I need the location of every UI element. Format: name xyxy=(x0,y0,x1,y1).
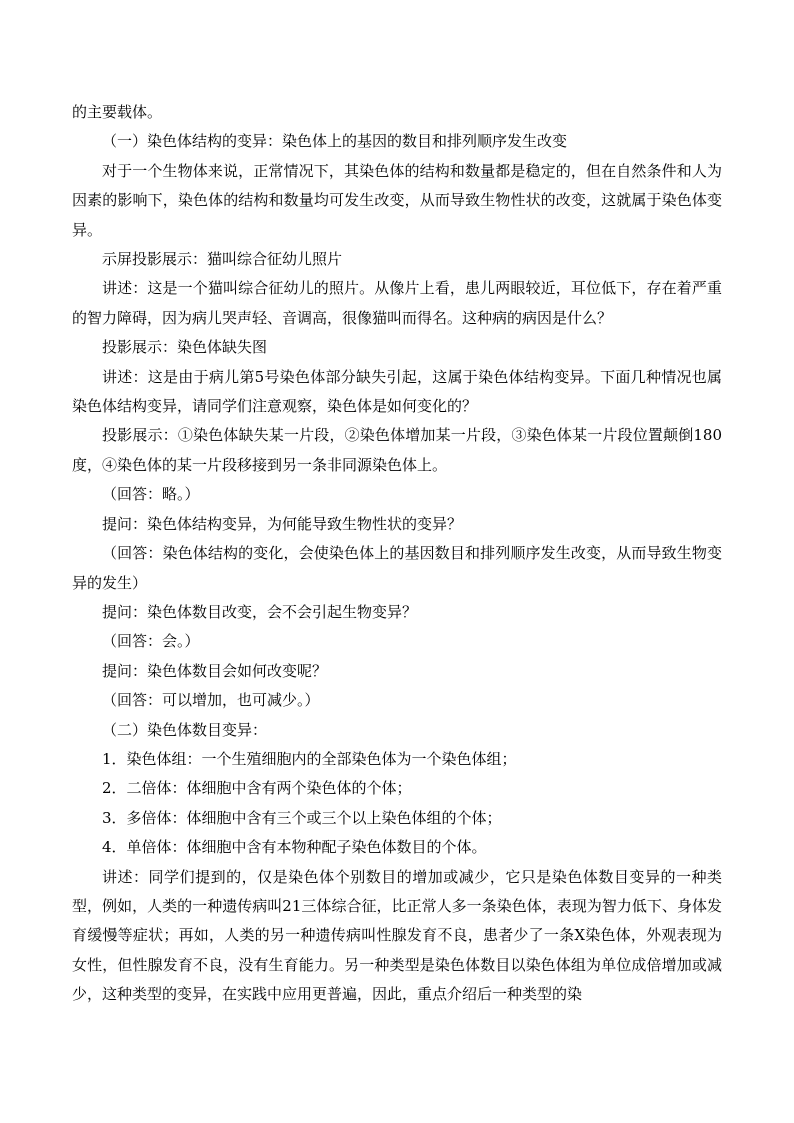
paragraph-answer-2: （回答：染色体结构的变化，会使染色体上的基因数目和排列顺序发生改变，从而导致生物变异的发生） xyxy=(72,544,722,592)
paragraph-question-1: 提问：染色体结构变异，为何能导致生物性状的变异？ xyxy=(102,514,463,533)
list-item-chromosome-set: 1．染色体组：一个生殖细胞内的全部染色体为一个染色体组； xyxy=(102,749,517,768)
paragraph-projection-photo: 示屏投影展示：猫叫综合征幼儿照片 xyxy=(102,250,343,269)
paragraph-narration-cat-cry: 讲述：这是一个猫叫综合征幼儿的照片。从像片上看，患儿两眼较近，耳位低下，存在着严重的智力障碍，因为病儿哭声轻、音调高，很像猫叫而得名。这种病的病因是什么？ xyxy=(72,279,722,327)
paragraph-narration-chromosome-5: 讲述：这是由于病儿第5号染色体部分缺失引起，这属于染色体结构变异。下面几种情况也属染色体结构变异，请同学们注意观察，染色体是如何变化的？ xyxy=(72,367,722,416)
list-item-polyploid: 3．多倍体：体细胞中含有三个或三个以上染色体组的个体； xyxy=(102,808,502,827)
paragraph-answer-3: （回答：会。） xyxy=(102,632,200,651)
paragraph-projection-deletion: 投影展示：染色体缺失图 xyxy=(102,338,268,357)
paragraph-question-3: 提问：染色体数目会如何改变呢？ xyxy=(102,661,328,680)
paragraph-narration-types: 讲述：同学们提到的，仅是染色体个别数目的增加或减少，它只是染色体数目变异的一种类型，例如，人类的一种遗传病叫21三体综合征，比正常人多一条染色体，表现为智力低下、身体发育缓慢等症状；再如，人类的另一种遗传病叫性腺发育不良，患者少了一条X染色体，外观表现为女性，但性腺发育不良，没有生育能力。另一种类型是染色体数目以染色体组为单位成倍增加或减少，这种类型的变异，在实践中应用更普遍，因此，重点介绍后一种类型的染 xyxy=(72,867,722,1004)
section-heading-structure-variation: （一）染色体结构的变异：染色体上的基因的数目和排列顺序发生改变 xyxy=(102,132,568,151)
paragraph-answer-4: （回答：可以增加，也可减少。） xyxy=(102,691,320,710)
paragraph-intro: 对于一个生物体来说，正常情况下，其染色体的结构和数量都是稳定的，但在自然条件和人为因素的影响下，染色体的结构和数量均可发生改变，从而导致生物性状的改变，这就属于染色体变异。 xyxy=(72,161,722,239)
paragraph-question-2: 提问：染色体数目改变，会不会引起生物变异？ xyxy=(102,602,418,621)
paragraph-continuation: 的主要载体。 xyxy=(72,103,163,121)
paragraph-answer-1: （回答：略。） xyxy=(102,485,200,504)
list-item-haploid: 4．单倍体：体细胞中含有本物种配子染色体数目的个体。 xyxy=(102,838,487,857)
paragraph-projection-types: 投影展示：①染色体缺失某一片段，②染色体增加某一片段，③染色体某一片段位置颠倒180度，④染色体的某一片段移接到另一条非同源染色体上。 xyxy=(72,426,722,474)
section-heading-number-variation: （二）染色体数目变异： xyxy=(102,720,268,739)
list-item-diploid: 2．二倍体：体细胞中含有两个染色体的个体； xyxy=(102,779,412,798)
document-body xyxy=(72,98,722,1010)
